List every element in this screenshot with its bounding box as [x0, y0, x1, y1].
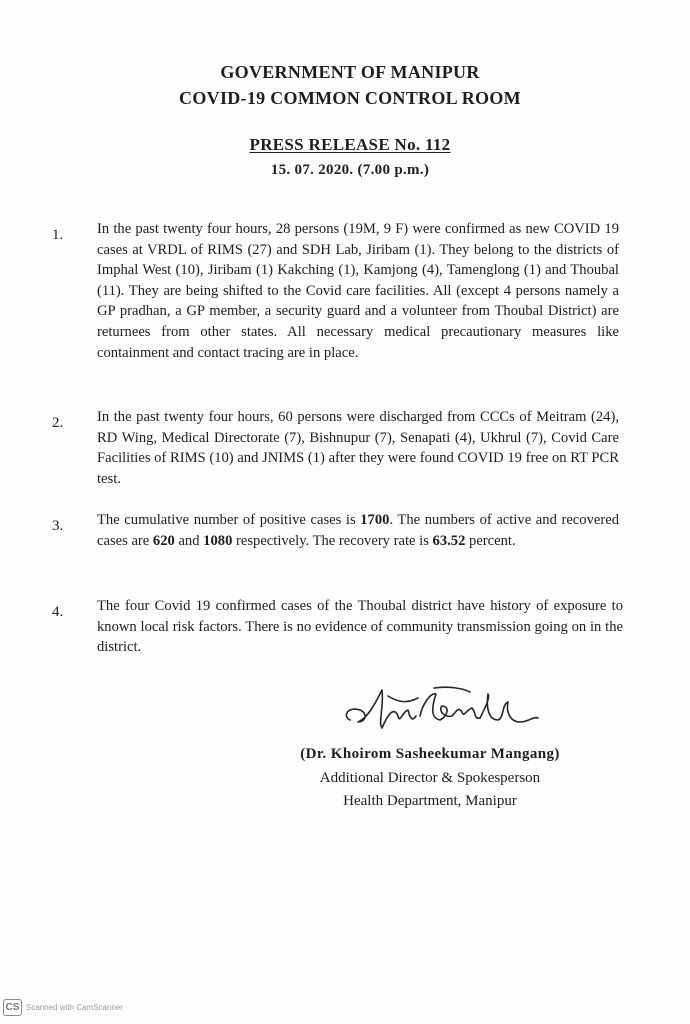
signatory-name: (Dr. Khoirom Sasheekumar Mangang): [300, 746, 560, 762]
total-cases-value: 1700: [360, 512, 390, 528]
item-text-4: The four Covid 19 confirmed cases of the Thoubal district have history of exposure to known local risk factors. There is no evidence of community transmission going on in the district.: [97, 598, 623, 656]
press-release-title-text: PRESS RELEASE No. 112: [249, 135, 451, 154]
handwritten-signature: [338, 676, 558, 742]
camscanner-watermark: [3, 999, 123, 1016]
org-name-line2: COVID-19 COMMON CONTROL ROOM: [179, 88, 521, 108]
active-cases-value: 620: [152, 532, 175, 549]
signatory-designation: Additional Director & Spokesperson: [319, 770, 541, 786]
item3-text-part5: percent.: [465, 532, 516, 549]
item-number-4: 4.: [52, 604, 64, 620]
item3-text-part1: The cumulative number of positive cases is: [97, 512, 361, 528]
org-name-line1: GOVERNMENT OF MANIPUR: [220, 62, 480, 82]
recovered-cases-value: 1080: [203, 532, 233, 549]
item-text-1: In the past twenty four hours, 28 persons (19M, 9 F) were confirmed as new COVID 19 cases at VRDL of RIMS (27) and SDH Lab, Jiribam (1). They belong to the districts of Imphal West (10), Jiribam (1) Kakching (1), Kamjong (4), Tamenglong (1) and Thoubal (11). They are being shifted to the Covid care facilities. All (except 4 persons namely a GP pradhan, a GP member, a security guard and a volunteer from Thoubal District) are returnees from other states. All necessary medical precautionary measures like containment and contact tracing are in place.: [97, 221, 619, 361]
item-number-1: 1.: [52, 227, 64, 243]
recovery-rate-value: 63.52: [432, 532, 466, 549]
press-release-title: [5, 135, 690, 155]
item3-text-part2: . The numbers of active and recovered cases are: [97, 512, 619, 549]
item-text-2: In the past twenty four hours, 60 persons were discharged from CCCs of Meitram (24), RD Wing, Medical Directorate (7), Bishnupur (7), Senapati (4), Ukhrul (7), Covid Care Facilities of RIMS (10) and JNIMS (1) after they were found COVID 19 free on RT PCR test.: [97, 409, 619, 487]
item-text-3: [97, 510, 619, 551]
item-number-2: 2.: [52, 415, 64, 431]
press-release-date: 15. 07. 2020. (7.00 p.m.): [270, 162, 430, 178]
camscanner-text: Scanned with CamScanner: [26, 1003, 123, 1012]
item3-text-part3: and: [174, 532, 204, 549]
signatory-department: Health Department, Manipur: [343, 793, 517, 809]
item3-text-part4: respectively. The recovery rate is: [232, 532, 433, 549]
camscanner-logo-icon: CS: [3, 999, 22, 1016]
item-number-3: 3.: [52, 518, 64, 534]
